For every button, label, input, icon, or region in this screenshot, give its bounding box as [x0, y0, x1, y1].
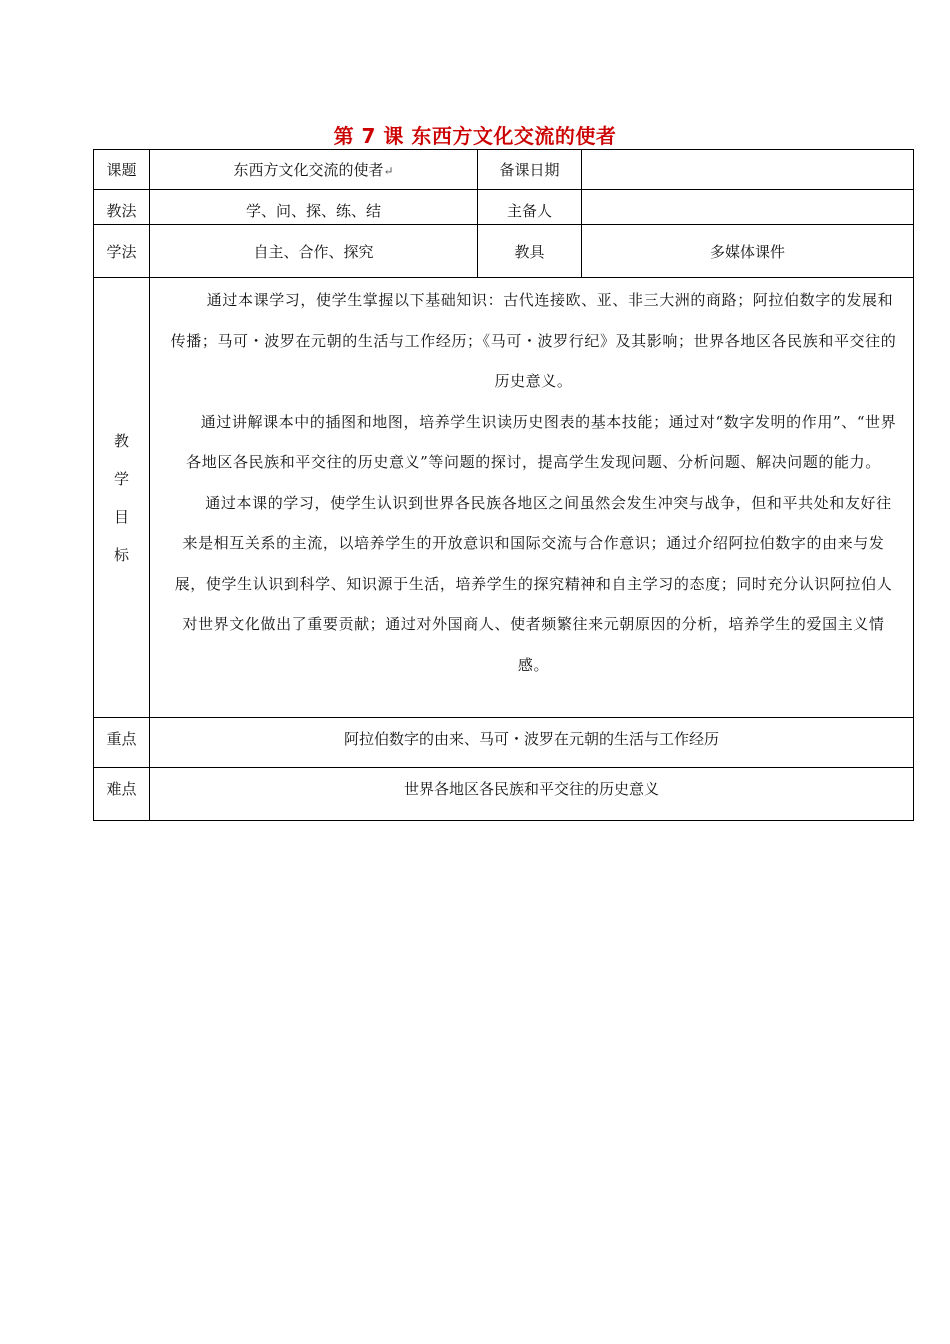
goals-label-char: 标: [113, 545, 129, 564]
return-mark-icon: ↵: [383, 164, 394, 178]
tools-label: 教具: [478, 225, 582, 278]
table-row-study: [94, 225, 914, 278]
method-value: 学、问、探、练、结: [150, 190, 478, 225]
goals-content: [150, 278, 914, 718]
table-row-topic: [94, 150, 914, 190]
key-value: 阿拉伯数字的由来、马可・波罗在元朝的生活与工作经历: [150, 718, 914, 768]
difficulty-value: 世界各地区各民族和平交往的历史意义: [150, 768, 914, 821]
method-label: 教法: [94, 190, 150, 225]
table-row-method: [94, 190, 914, 225]
preparer-value: [582, 190, 914, 225]
table-row-key-points: [94, 718, 914, 768]
goals-label-char: 教: [113, 431, 129, 450]
tools-value: 多媒体课件: [582, 225, 914, 278]
goal-paragraph-knowledge: 通过本课学习，使学生掌握以下基础知识：古代连接欧、亚、非三大洲的商路；阿拉伯数字的发展和传播；马可・波罗在元朝的生活与工作经历；《马可・波罗行纪》及其影响；世界各地区各民族和平交往的历史意义。: [170, 291, 897, 390]
table-row-difficulties: [94, 768, 914, 821]
study-value: 自主、合作、探究: [150, 225, 478, 278]
goals-label: [94, 278, 150, 718]
goals-label-char: 学: [113, 469, 129, 488]
lesson-plan-table: [93, 149, 914, 821]
topic-value-cell: [150, 150, 478, 190]
study-label: 学法: [94, 225, 150, 278]
table-row-goals: [94, 278, 914, 718]
goal-paragraph-values: 通过本课的学习，使学生认识到世界各民族各地区之间虽然会发生冲突与战争，但和平共处和友好往来是相互关系的主流，以培养学生的开放意识和国际交流与合作意识；通过介绍阿拉伯数字的由来与发展，使学生认识到科学、知识源于生活，培养学生的探究精神和自主学习的态度；同时充分认识阿拉伯人对世界文化做出了重要贡献；通过对外国商人、使者频繁往来元朝原因的分析，培养学生的爱国主义情感。: [174, 493, 893, 674]
goals-label-char: 目: [113, 507, 129, 526]
key-label: 重点: [94, 718, 150, 768]
page-title: 第 7 课 东西方文化交流的使者: [333, 124, 617, 148]
topic-label: 课题: [94, 150, 150, 190]
difficulty-label: 难点: [94, 768, 150, 821]
goal-paragraph-skills: 通过讲解课本中的插图和地图，培养学生识读历史图表的基本技能；通过对“数字发明的作用”、“世界各地区各民族和平交往的历史意义”等问题的探讨，提高学生发现问题、分析问题、解决问题的能力。: [186, 412, 897, 471]
date-value: [582, 150, 914, 190]
preparer-label: 主备人: [478, 190, 582, 225]
date-label: 备课日期: [478, 150, 582, 190]
topic-value: 东西方文化交流的使者: [233, 161, 384, 179]
